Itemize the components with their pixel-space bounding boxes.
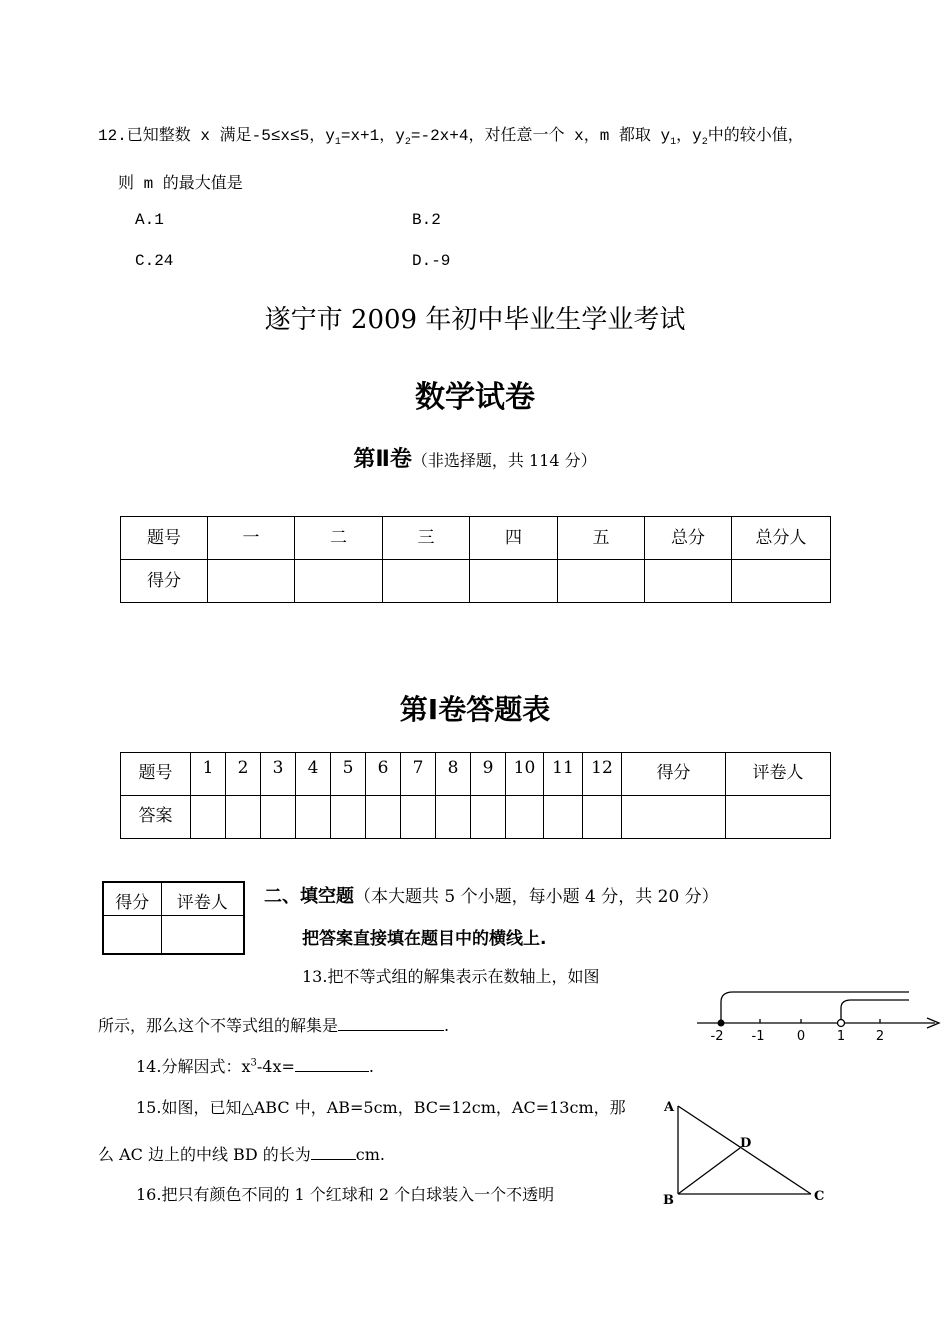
triangle-figure (660, 1094, 832, 1210)
answer-cell[interactable] (296, 796, 331, 839)
section2-title: 二、填空题 (264, 886, 354, 907)
q14-answer-blank[interactable] (295, 1054, 369, 1072)
q12-option-c: C.24 (135, 252, 174, 270)
q12-option-b: B.2 (412, 211, 441, 229)
q15-answer-blank[interactable] (311, 1142, 356, 1160)
q13-end: . (444, 1016, 450, 1035)
vertex-label-d: D (740, 1136, 752, 1151)
answer-cell[interactable] (436, 796, 471, 839)
answer-row-label: 答案 (121, 796, 191, 839)
tick-label: -2 (710, 1029, 724, 1044)
vertex-label-c: C (814, 1189, 825, 1204)
q12-option-d: D.-9 (412, 252, 451, 270)
q14-line (136, 1054, 374, 1077)
answer-cell[interactable] (226, 796, 261, 839)
section2-heading (264, 882, 719, 908)
answer-header-cell: 得分 (622, 753, 726, 796)
vertex-label-a: A (664, 1100, 675, 1115)
score-box-grader-label: 评卷人 (161, 882, 244, 915)
answer-cell[interactable] (401, 796, 436, 839)
score-cell[interactable] (383, 560, 470, 603)
q14-text: 14.分解因式：x (136, 1057, 251, 1076)
answer-header-cell: 1 (191, 753, 226, 796)
solution-ray-lower (841, 1000, 909, 1019)
q13-line1: 13.把不等式组的解集表示在数轴上，如图 (302, 967, 600, 986)
score-row-label: 得分 (121, 560, 208, 603)
answer-cell[interactable] (506, 796, 544, 839)
score-cell[interactable] (208, 560, 295, 603)
answer-header-cell: 3 (261, 753, 296, 796)
score-header-cell: 四 (470, 517, 558, 560)
median-bd (678, 1148, 740, 1194)
q15-line1: 15.如图，已知△ABC 中，AB=5cm，BC=12cm，AC=13cm，那 (136, 1098, 626, 1117)
q12-sub: 1 (670, 137, 677, 149)
open-point-icon (838, 1020, 845, 1027)
q12-line2: 则 m 的最大值是 (118, 175, 243, 193)
answer-header-cell: 2 (226, 753, 261, 796)
number-line-figure (693, 986, 945, 1044)
q12-text: =x+1，y (340, 127, 405, 145)
score-table (120, 516, 831, 603)
score-box-score-label: 得分 (103, 882, 161, 915)
answer-header-cell: 12 (583, 753, 622, 796)
subject-title: 数学试卷 (415, 380, 535, 415)
score-header-cell: 题号 (121, 517, 208, 560)
q15-unit: cm. (355, 1145, 385, 1164)
answer-sheet-table (120, 752, 831, 839)
answer-cell[interactable] (544, 796, 583, 839)
score-cell[interactable] (470, 560, 558, 603)
answer-header-cell: 7 (401, 753, 436, 796)
q12-sub: 2 (404, 137, 411, 149)
score-header-cell: 三 (383, 517, 470, 560)
score-box-score-cell[interactable] (103, 915, 161, 954)
score-cell[interactable] (295, 560, 383, 603)
score-cell[interactable] (645, 560, 732, 603)
q14-text: -4x= (256, 1057, 295, 1076)
q13-line2 (98, 1013, 449, 1036)
answer-cell[interactable] (583, 796, 622, 839)
closed-point-icon (718, 1020, 725, 1027)
score-header-cell: 总分 (645, 517, 732, 560)
section2-note: （本大题共 5 个小题，每小题 4 分，共 20 分） (354, 887, 719, 907)
answer-header-cell: 8 (436, 753, 471, 796)
answer-header-cell: 题号 (121, 753, 191, 796)
q12-text: ，y (676, 127, 702, 145)
answer-header-cell: 5 (331, 753, 366, 796)
exam-title: 遂宁市 2009 年初中毕业生学业考试 (264, 305, 686, 335)
tick-label: 1 (836, 1029, 846, 1044)
part2-heading (0, 442, 950, 473)
answer-cell[interactable] (366, 796, 401, 839)
q12-text: 中的较小值， (707, 127, 804, 145)
q12-line1 (98, 122, 804, 148)
answer-header-cell: 10 (506, 753, 544, 796)
answer-header-cell: 11 (544, 753, 583, 796)
q13-answer-blank[interactable] (338, 1013, 444, 1031)
score-header-cell: 一 (208, 517, 295, 560)
answer-header-cell: 9 (471, 753, 506, 796)
answer-header-cell: 6 (366, 753, 401, 796)
q15-line2 (98, 1142, 385, 1165)
answer-sheet-title: 第Ⅰ卷答题表 (399, 693, 551, 726)
vertex-label-b: B (663, 1193, 674, 1208)
part2-title: 第Ⅱ卷 (353, 447, 412, 472)
answer-header-cell: 4 (296, 753, 331, 796)
answer-header-cell: 评卷人 (726, 753, 831, 796)
answer-cell[interactable] (331, 796, 366, 839)
tick-label: -1 (751, 1029, 765, 1044)
part2-note: （非选择题，共 114 分） (411, 451, 597, 470)
score-cell[interactable] (558, 560, 645, 603)
q15-line2-text: 么 AC 边上的中线 BD 的长为 (98, 1145, 311, 1164)
score-header-cell: 总分人 (732, 517, 831, 560)
answer-cell[interactable] (622, 796, 726, 839)
answer-cell[interactable] (191, 796, 226, 839)
tick-label: 2 (875, 1029, 885, 1044)
q16-line1: 16.把只有颜色不同的 1 个红球和 2 个白球装入一个不透明 (136, 1185, 555, 1204)
score-box-grader-cell[interactable] (161, 915, 244, 954)
q14-exponent: 3 (250, 1057, 257, 1069)
answer-cell[interactable] (471, 796, 506, 839)
section2-score-box (102, 881, 245, 955)
section2-instruction: 把答案直接填在题目中的横线上. (302, 929, 547, 949)
tick-label: 0 (796, 1029, 806, 1044)
q12-sub: 1 (334, 137, 341, 149)
q12-text: 12.已知整数 x 满足-5≤x≤5，y (98, 127, 335, 145)
score-header-cell: 五 (558, 517, 645, 560)
q12-sub: 2 (701, 137, 708, 149)
answer-cell[interactable] (726, 796, 831, 839)
q12-text: =-2x+4，对任意一个 x，m 都取 y (410, 127, 671, 145)
solution-ray-upper (721, 992, 909, 1023)
q12-option-a: A.1 (135, 211, 164, 229)
q14-end: . (368, 1057, 374, 1076)
score-cell[interactable] (732, 560, 831, 603)
q13-line2-text: 所示，那么这个不等式组的解集是 (98, 1016, 339, 1035)
answer-cell[interactable] (261, 796, 296, 839)
score-header-cell: 二 (295, 517, 383, 560)
